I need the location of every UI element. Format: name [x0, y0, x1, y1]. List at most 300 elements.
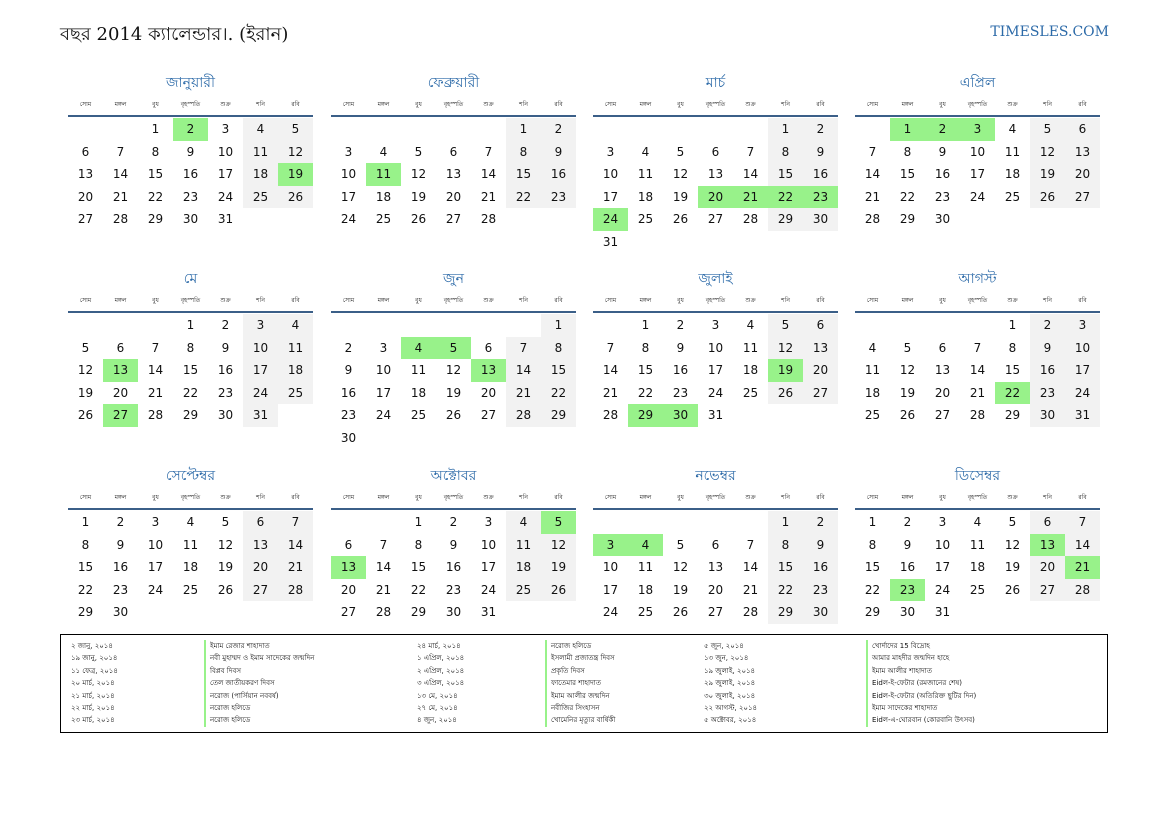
holiday-name: Eidল-ই-ফেটার (অতিরিক্ত ছুটির দিন) — [866, 690, 976, 702]
day-cell: 19 — [278, 163, 313, 186]
weekday-label: শুক্র — [220, 297, 231, 304]
weekday-header — [593, 98, 838, 112]
day-cell: 20 — [934, 385, 951, 400]
day-cell: 28 — [602, 408, 619, 422]
day-cell: 27 — [103, 404, 138, 427]
day-cell: 25 — [410, 408, 427, 422]
day-cell: 3 — [151, 515, 160, 529]
holiday-date: ১৯ জুলাই, ২০১৪ — [704, 666, 756, 675]
day-cell: 13 — [1030, 534, 1065, 557]
day-cell-empty — [471, 118, 506, 141]
day-cell: 6 — [116, 340, 125, 355]
day-cell: 18 — [506, 556, 541, 579]
weekday-label: শনি — [781, 297, 790, 304]
day-cell: 28 — [375, 605, 392, 619]
day-cell: 13 — [243, 534, 278, 557]
day-cell: 9 — [186, 144, 195, 159]
day-cell: 29 — [768, 601, 803, 624]
weekday-label: শনি — [1043, 101, 1052, 108]
day-cell: 17 — [243, 359, 278, 382]
weekday-header — [331, 98, 576, 112]
holiday-list — [60, 634, 1108, 733]
day-cell: 24 — [340, 212, 357, 226]
weekday-label: শুক্র — [1007, 494, 1018, 501]
holiday-name: আমার মাহদীর জন্মদিন হাহে — [866, 652, 976, 664]
day-cell: 16 — [541, 163, 576, 186]
day-cell: 22 — [182, 385, 199, 400]
month-block — [68, 465, 313, 624]
weekday-label: শুক্র — [1007, 297, 1018, 304]
day-cell: 2 — [925, 118, 960, 141]
day-cell: 9 — [116, 537, 125, 552]
day-cell: 22 — [768, 186, 803, 209]
weekday-label: বুধ — [152, 297, 159, 304]
day-cell: 20 — [445, 189, 462, 204]
month-block — [593, 465, 838, 624]
day-cell: 7 — [506, 337, 541, 360]
month-block — [855, 465, 1100, 624]
day-grid — [855, 511, 1100, 624]
holiday-date: ২২ আগস্ট, ২০১৪ — [704, 703, 758, 712]
day-cell: 29 — [628, 404, 663, 427]
day-cell: 8 — [151, 144, 160, 159]
header-rule — [68, 508, 313, 510]
weekday-label: রবি — [554, 297, 563, 304]
day-cell: 25 — [506, 579, 541, 602]
day-cell: 29 — [1004, 408, 1021, 422]
day-cell: 25 — [969, 582, 986, 597]
header-rule — [855, 311, 1100, 313]
month-block — [68, 268, 313, 427]
day-cell: 5 — [676, 537, 685, 552]
day-grid — [68, 118, 313, 231]
weekday-label: সোম — [866, 101, 879, 108]
day-cell: 24 — [593, 208, 628, 231]
day-cell: 19 — [672, 189, 689, 204]
weekday-header — [593, 491, 838, 505]
day-cell: 8 — [506, 141, 541, 164]
weekday-label: বুধ — [415, 297, 422, 304]
weekday-label: বৃহস্পতি — [180, 297, 201, 304]
day-cell: 14 — [506, 359, 541, 382]
day-cell: 15 — [147, 167, 164, 181]
header-rule — [593, 311, 838, 313]
weekday-label: মঙ্গল — [901, 297, 914, 304]
weekday-label: মঙ্গল — [901, 101, 914, 108]
day-cell: 12 — [1030, 141, 1065, 164]
day-cell: 17 — [934, 560, 951, 574]
day-cell: 30 — [112, 605, 129, 619]
day-cell: 5 — [414, 144, 423, 159]
day-cell: 11 — [864, 363, 881, 377]
day-cell: 3 — [379, 340, 388, 355]
weekday-label: বৃহস্পতি — [705, 101, 726, 108]
day-cell: 12 — [672, 167, 689, 181]
day-cell: 15 — [1004, 363, 1021, 377]
day-cell: 5 — [1008, 515, 1017, 529]
day-cell: 21 — [1065, 556, 1100, 579]
weekday-label: মঙ্গল — [901, 494, 914, 501]
day-cell: 19 — [77, 385, 94, 400]
weekday-label: শনি — [519, 494, 528, 501]
day-cell: 7 — [606, 340, 615, 355]
month-name: আগস্ট — [958, 271, 997, 287]
holiday-name: ইসলামী প্রজাতন্ত্র দিবস — [545, 652, 615, 664]
weekday-label: মঙ্গল — [377, 494, 390, 501]
day-cell: 23 — [934, 189, 951, 204]
day-cell: 18 — [637, 189, 654, 204]
day-cell: 21 — [506, 382, 541, 405]
day-cell: 1 — [768, 118, 803, 141]
day-cell: 19 — [672, 582, 689, 597]
day-cell: 10 — [147, 537, 164, 552]
day-cell: 6 — [484, 340, 493, 355]
day-cell: 28 — [742, 212, 759, 226]
day-cell: 3 — [221, 122, 230, 136]
header-rule — [855, 508, 1100, 510]
day-cell: 14 — [375, 560, 392, 574]
day-cell: 4 — [973, 515, 982, 529]
day-cell: 11 — [969, 537, 986, 552]
weekday-label: শনি — [519, 101, 528, 108]
day-cell: 12 — [77, 363, 94, 377]
weekday-header — [68, 491, 313, 505]
day-cell: 13 — [1065, 141, 1100, 164]
weekday-label: শনি — [256, 101, 265, 108]
day-cell: 14 — [742, 560, 759, 574]
day-cell: 3 — [938, 515, 947, 529]
day-cell: 5 — [81, 340, 90, 355]
day-cell: 22 — [899, 189, 916, 204]
day-cell: 9 — [449, 537, 458, 552]
holiday-date: ২৩ মার্চ, ২০১৪ — [71, 716, 115, 725]
day-cell: 30 — [803, 208, 838, 231]
weekday-label: শুক্র — [745, 494, 756, 501]
day-cell: 10 — [969, 144, 986, 159]
day-cell: 6 — [449, 144, 458, 159]
day-cell: 18 — [969, 560, 986, 574]
day-cell: 26 — [899, 408, 916, 422]
header-rule — [593, 508, 838, 510]
day-cell: 17 — [602, 189, 619, 204]
day-cell-empty — [68, 314, 103, 337]
day-cell: 5 — [676, 144, 685, 159]
weekday-label: সোম — [866, 297, 879, 304]
day-cell: 5 — [278, 118, 313, 141]
day-cell: 1 — [151, 122, 160, 136]
weekday-label: শনি — [781, 494, 790, 501]
day-cell: 7 — [379, 537, 388, 552]
month-block — [855, 268, 1100, 427]
day-cell: 7 — [746, 144, 755, 159]
weekday-label: রবি — [291, 297, 300, 304]
day-cell: 26 — [217, 582, 234, 597]
day-cell: 20 — [1065, 163, 1100, 186]
day-cell: 21 — [864, 189, 881, 204]
day-cell: 5 — [768, 314, 803, 337]
day-cell: 30 — [899, 605, 916, 619]
day-cell: 26 — [278, 186, 313, 209]
day-cell: 26 — [672, 212, 689, 226]
weekday-label: সোম — [604, 101, 617, 108]
day-cell-empty — [733, 118, 768, 141]
day-cell: 6 — [81, 144, 90, 159]
day-cell: 23 — [182, 189, 199, 204]
day-cell-empty — [960, 314, 995, 337]
day-cell: 14 — [112, 167, 129, 181]
weekday-label: রবি — [291, 101, 300, 108]
weekday-label: বুধ — [415, 101, 422, 108]
day-cell: 23 — [890, 579, 925, 602]
day-cell: 27 — [707, 605, 724, 619]
weekday-label: বৃহস্পতি — [967, 494, 988, 501]
holiday-date: ২৭ মে, ২০১৪ — [417, 703, 458, 712]
weekday-header — [331, 294, 576, 308]
weekday-label: রবি — [816, 494, 825, 501]
day-cell: 2 — [221, 318, 230, 332]
day-cell: 29 — [182, 408, 199, 422]
day-cell: 21 — [480, 189, 497, 204]
day-cell: 13 — [331, 556, 366, 579]
day-cell-empty — [68, 118, 103, 141]
day-cell: 6 — [243, 511, 278, 534]
day-cell: 22 — [77, 582, 94, 597]
day-cell: 28 — [147, 408, 164, 422]
day-cell: 31 — [217, 212, 234, 226]
day-cell: 20 — [707, 582, 724, 597]
day-cell: 16 — [182, 167, 199, 181]
day-cell: 13 — [471, 359, 506, 382]
day-cell: 29 — [541, 404, 576, 427]
day-cell: 6 — [711, 537, 720, 552]
day-cell: 8 — [541, 337, 576, 360]
day-cell: 22 — [637, 385, 654, 400]
weekday-label: বৃহস্পতি — [705, 297, 726, 304]
weekday-label: বৃহস্পতি — [967, 297, 988, 304]
holiday-date: ১১ ফেব্র, ২০১৪ — [71, 666, 118, 675]
day-cell-empty — [401, 314, 436, 337]
day-cell: 11 — [410, 363, 427, 377]
weekday-label: শুক্র — [745, 297, 756, 304]
day-cell: 17 — [147, 560, 164, 574]
day-cell-empty — [733, 511, 768, 534]
day-cell: 26 — [672, 605, 689, 619]
day-grid — [593, 314, 838, 427]
month-block — [855, 72, 1100, 231]
day-cell: 19 — [899, 385, 916, 400]
day-cell: 30 — [340, 430, 357, 445]
day-cell-empty — [593, 118, 628, 141]
month-name: জুলাই — [698, 271, 733, 287]
day-cell: 15 — [768, 556, 803, 579]
day-grid — [331, 511, 576, 624]
holiday-date: ২৪ মার্চ, ২০১৪ — [417, 642, 461, 650]
weekday-label: বুধ — [677, 297, 684, 304]
holiday-name: নরোজ (পার্সিয়ান নববর্ষ) — [204, 690, 314, 702]
weekday-label: বুধ — [152, 494, 159, 501]
day-cell: 24 — [1065, 382, 1100, 405]
weekday-label: শুক্র — [483, 101, 494, 108]
day-cell: 2 — [803, 118, 838, 141]
weekday-label: রবি — [554, 101, 563, 108]
day-cell: 19 — [1004, 560, 1021, 574]
day-cell: 2 — [541, 118, 576, 141]
header-rule — [68, 311, 313, 313]
day-cell: 21 — [602, 385, 619, 400]
day-cell: 8 — [641, 340, 650, 355]
day-cell: 30 — [445, 605, 462, 619]
day-cell: 2 — [344, 340, 353, 355]
day-cell: 7 — [484, 144, 493, 159]
holiday-date: ৪ জুন, ২০১৪ — [417, 716, 457, 725]
day-cell: 28 — [742, 605, 759, 619]
day-cell: 22 — [864, 582, 881, 597]
header-rule — [593, 115, 838, 117]
day-cell: 3 — [484, 515, 493, 529]
day-cell-empty — [401, 118, 436, 141]
day-cell: 30 — [934, 212, 951, 226]
day-cell: 13 — [103, 359, 138, 382]
day-cell-empty — [855, 314, 890, 337]
day-cell: 2 — [903, 515, 912, 529]
day-cell-empty — [331, 314, 366, 337]
day-cell: 13 — [445, 167, 462, 181]
day-cell: 27 — [243, 579, 278, 602]
day-cell: 3 — [606, 144, 615, 159]
day-cell: 23 — [445, 582, 462, 597]
day-cell: 21 — [969, 385, 986, 400]
holiday-name: নরোজ হলিডে — [204, 702, 314, 714]
day-cell: 12 — [899, 363, 916, 377]
weekday-label: মঙ্গল — [114, 494, 127, 501]
day-cell: 13 — [934, 363, 951, 377]
month-block — [331, 268, 576, 449]
day-cell-empty — [366, 511, 401, 534]
weekday-label: মঙ্গল — [377, 297, 390, 304]
day-cell: 10 — [602, 560, 619, 574]
weekday-label: শুক্র — [220, 494, 231, 501]
day-cell: 16 — [340, 385, 357, 400]
day-cell: 4 — [868, 340, 877, 355]
holiday-name: নরোজ হলিডে — [204, 714, 314, 726]
weekday-label: সোম — [342, 494, 355, 501]
day-cell: 20 — [803, 359, 838, 382]
day-cell: 26 — [768, 382, 803, 405]
day-cell-empty — [663, 118, 698, 141]
day-cell: 20 — [698, 186, 733, 209]
weekday-label: বুধ — [415, 494, 422, 501]
day-cell: 1 — [81, 515, 90, 529]
day-cell: 2 — [116, 515, 125, 529]
day-cell: 27 — [934, 408, 951, 422]
day-cell: 3 — [344, 144, 353, 159]
day-cell-empty — [103, 314, 138, 337]
holiday-names-col-3 — [866, 640, 976, 727]
day-cell-empty — [663, 511, 698, 534]
day-cell: 17 — [480, 560, 497, 574]
day-cell: 20 — [243, 556, 278, 579]
month-name: মে — [183, 271, 198, 287]
day-cell: 9 — [803, 141, 838, 164]
page-title: বছর 2014 ক্যালেন্ডার।. (ইরান) — [60, 24, 289, 45]
weekday-label: বৃহস্পতি — [967, 101, 988, 108]
day-cell: 1 — [768, 511, 803, 534]
site-link[interactable]: TIMESLES.COM — [990, 24, 1109, 40]
day-cell: 3 — [593, 534, 628, 557]
weekday-label: বুধ — [152, 101, 159, 108]
header-rule — [68, 115, 313, 117]
weekday-label: শুক্র — [483, 494, 494, 501]
day-cell: 1 — [414, 515, 423, 529]
month-name: জুন — [443, 271, 464, 287]
day-cell: 10 — [217, 144, 234, 159]
day-cell: 4 — [278, 314, 313, 337]
holiday-name: ইমাম আলীর জন্মদিন — [545, 690, 615, 702]
day-cell: 21 — [742, 582, 759, 597]
weekday-label: মঙ্গল — [639, 297, 652, 304]
day-cell-empty — [925, 314, 960, 337]
day-cell: 27 — [77, 212, 94, 226]
holiday-date: ৩০ জুলাই, ২০১৪ — [704, 691, 756, 700]
day-cell: 12 — [410, 167, 427, 181]
day-cell: 24 — [707, 385, 724, 400]
day-cell: 10 — [375, 363, 392, 377]
day-cell: 1 — [890, 118, 925, 141]
day-cell: 9 — [221, 340, 230, 355]
day-cell-empty — [436, 118, 471, 141]
day-cell: 18 — [410, 385, 427, 400]
holiday-name: নরোজ হলিডে — [545, 640, 615, 652]
weekday-label: সোম — [604, 494, 617, 501]
holiday-name: Eidল-ই-ফেটার (রমজানের শেষ) — [866, 677, 976, 689]
day-cell: 19 — [217, 560, 234, 574]
holiday-date: ১৯ জানু, ২০১৪ — [71, 654, 118, 663]
day-cell: 23 — [217, 385, 234, 400]
weekday-label: মঙ্গল — [114, 101, 127, 108]
day-cell: 11 — [637, 560, 654, 574]
day-cell: 6 — [344, 537, 353, 552]
weekday-label: মঙ্গল — [114, 297, 127, 304]
day-cell: 19 — [541, 556, 576, 579]
month-name: সেপ্টেম্বর — [165, 468, 216, 484]
day-cell: 11 — [637, 167, 654, 181]
day-cell: 4 — [628, 534, 663, 557]
day-cell: 8 — [868, 537, 877, 552]
holiday-date: ২ এপ্রিল, ২০১৪ — [417, 666, 465, 675]
day-cell-empty — [628, 511, 663, 534]
holiday-name: খোর্দাদের 15 বিদ্রোহ — [866, 640, 976, 652]
day-cell: 18 — [1004, 167, 1021, 181]
holiday-date: ৫ জুন, ২০১৪ — [704, 642, 744, 650]
day-cell-empty — [593, 314, 628, 337]
day-grid — [331, 314, 576, 449]
day-cell: 18 — [637, 582, 654, 597]
day-cell: 7 — [278, 511, 313, 534]
day-cell: 16 — [672, 363, 689, 377]
day-cell: 27 — [340, 605, 357, 619]
holiday-name: নবীজির সিংহাসন — [545, 702, 615, 714]
weekday-header — [593, 294, 838, 308]
day-cell: 6 — [1030, 511, 1065, 534]
day-cell: 17 — [375, 385, 392, 400]
day-cell: 9 — [938, 144, 947, 159]
day-cell: 25 — [375, 212, 392, 226]
day-cell: 31 — [1065, 404, 1100, 427]
header-rule — [331, 311, 576, 313]
day-cell: 28 — [1065, 579, 1100, 602]
day-cell: 4 — [401, 337, 436, 360]
weekday-label: রবি — [554, 494, 563, 501]
